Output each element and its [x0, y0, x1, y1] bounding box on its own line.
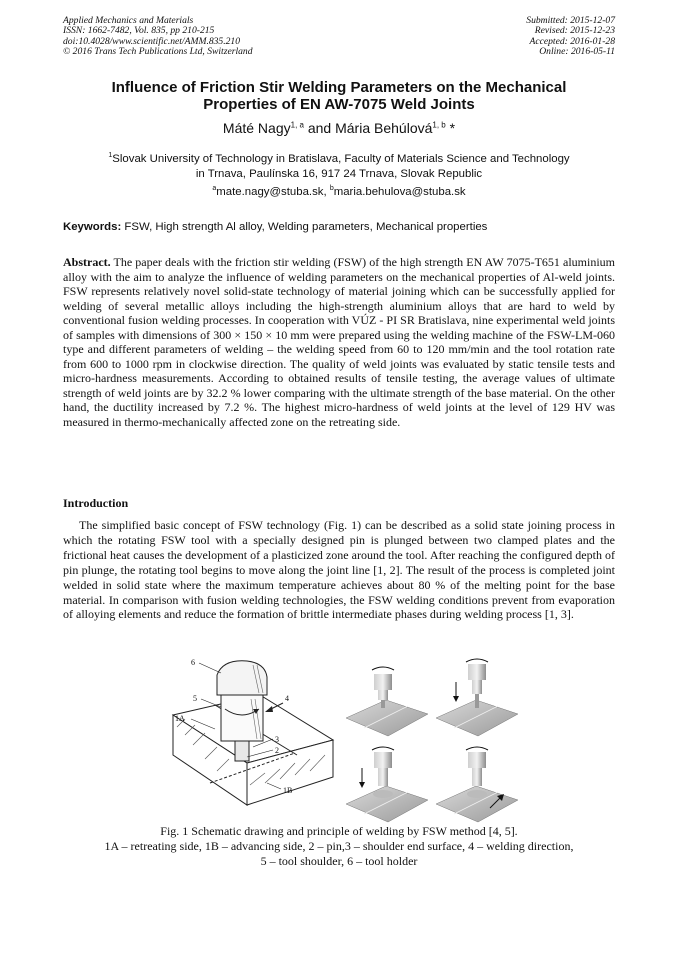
header-left	[63, 16, 253, 58]
abstract-label: Abstract.	[63, 255, 111, 269]
header-right	[526, 16, 615, 58]
caption-line-3: 5 – tool shoulder, 6 – tool holder	[260, 854, 418, 868]
abstract	[63, 255, 615, 430]
label-5: 5	[193, 694, 197, 703]
doi: doi:10.4028/www.scientific.net/AMM.835.210	[63, 35, 241, 47]
affiliation-sup: 1	[108, 152, 113, 159]
author-1-sup: 1, a	[290, 120, 304, 130]
author-and: and	[307, 120, 332, 136]
author-2: Mária Behúlová	[335, 120, 433, 136]
introduction-heading: Introduction	[63, 496, 129, 510]
caption-line-1: Fig. 1 Schematic drawing and principle of welding by FSW method [4, 5].	[160, 824, 518, 838]
revised-date: Revised: 2015-12-23	[534, 25, 615, 37]
issn: ISSN: 1662-7482, Vol. 835, pp 210-215	[63, 25, 215, 37]
label-4: 4	[285, 694, 289, 703]
step-1	[346, 667, 428, 736]
keywords-text: FSW, High strength Al alloy, Welding parameters, Mechanical properties	[121, 221, 488, 233]
journal-name: Applied Mechanics and Materials	[63, 15, 194, 26]
keywords-label: Keywords:	[63, 221, 122, 233]
affiliation-line-1: Slovak University of Technology in Bratislava, Faculty of Materials Science and Technology	[112, 152, 570, 165]
label-2: 2	[275, 746, 279, 755]
title-line-2: Properties of EN AW-7075 Weld Joints	[203, 96, 475, 113]
authors	[40, 120, 638, 136]
step-3	[346, 747, 428, 822]
email-a[interactable]: mate.nagy@stuba.sk	[216, 185, 324, 198]
affiliation-line-2: in Trnava, Paulínska 16, 917 24 Trnava, Slovak Republic	[195, 167, 483, 180]
step-2	[436, 659, 518, 736]
title-line-1: Influence of Friction Stir Welding Parameters on the Mechanical	[111, 79, 567, 96]
figure-caption	[40, 824, 638, 869]
accepted-date: Accepted: 2016-01-28	[529, 35, 615, 47]
email-sep: ,	[323, 185, 327, 198]
fsw-process-steps-image	[342, 656, 522, 826]
email-b[interactable]: maria.behulova@stuba.sk	[333, 185, 466, 198]
label-1b: 1B	[283, 786, 293, 795]
keywords	[63, 221, 615, 233]
corresponding-star: *	[449, 120, 456, 136]
email-b-sup: b	[329, 185, 334, 192]
emails	[40, 185, 638, 198]
label-6: 6	[191, 658, 195, 667]
online-date: Online: 2016-05-11	[539, 46, 615, 58]
label-3: 3	[275, 735, 279, 744]
affiliation	[40, 148, 638, 182]
paper-title	[40, 79, 638, 113]
author-2-sup: 1, b	[432, 120, 446, 130]
email-a-sup: a	[212, 185, 217, 192]
label-1a: 1A	[175, 714, 185, 723]
author-1: Máté Nagy	[222, 120, 291, 136]
caption-line-2: 1A – retreating side, 1B – advancing side, 2 – pin,3 – shoulder end surface, 4 – welding direction,	[104, 839, 574, 853]
introduction-text: The simplified basic concept of FSW technology (Fig. 1) can be described as a solid state joining process in which the rotating FSW tool with a specially designed pin is plunged between two clamped plates and the frictional heat causes the development of a plasticized zone around the tool. After reaching the configured depth of pin plunge, the rotating tool begins to move along the joint line [1, 2]. The result of the process is completed joint welded in solid state where the maximum temperature achieves about 80 % of the melting point for the base material. In comparison with fusion welding technologies, the FSW welding conditions prevent from evaporation of alloying elements and reduce the formation of brittle intermediate phases during welding process [1, 3].	[63, 518, 615, 622]
fsw-schematic-drawing	[155, 655, 335, 825]
copyright: © 2016 Trans Tech Publications Ltd, Switzerland	[63, 46, 253, 58]
abstract-text: The paper deals with the friction stir welding (FSW) of the high strength EN AW 7075-T651 aluminium alloy with the aim to analyze the influence of welding parameters on the mechanical properties of Al-weld joints. FSW represents relatively novel solid-state technology of material joining which can be successfully applied for welding of several metallic alloys including the high-strength aluminium alloys that are hard to weld by conventional fusion welding processes. In cooperation with VÚZ - PI SR Bratislava, nine experimental weld joints of samples with dimensions of 300 × 150 × 10 mm were prepared using the welding machine of the FSW-LM-060 type and different parameters of welding – the welding speed from 60 to 120 mm/min and the tool rotation rate from 600 to 1000 rpm in clockwise direction. The quality of weld joints was evaluated by static tensile tests and micro-hardness measurements. According to obtained results of tensile testing, the average values of ultimate strength of weld joints are by 32.2 % lower comparing with the ultimate strength of the base material. On the other hand, the ductility increased by 7.2 %. The highest micro-hardness of weld joints at the level of 129 HV was measured in thermo-mechanically affected zone on the retreating side.	[63, 255, 615, 430]
submitted-date: Submitted: 2015-12-07	[526, 15, 615, 26]
step-4	[436, 747, 518, 822]
